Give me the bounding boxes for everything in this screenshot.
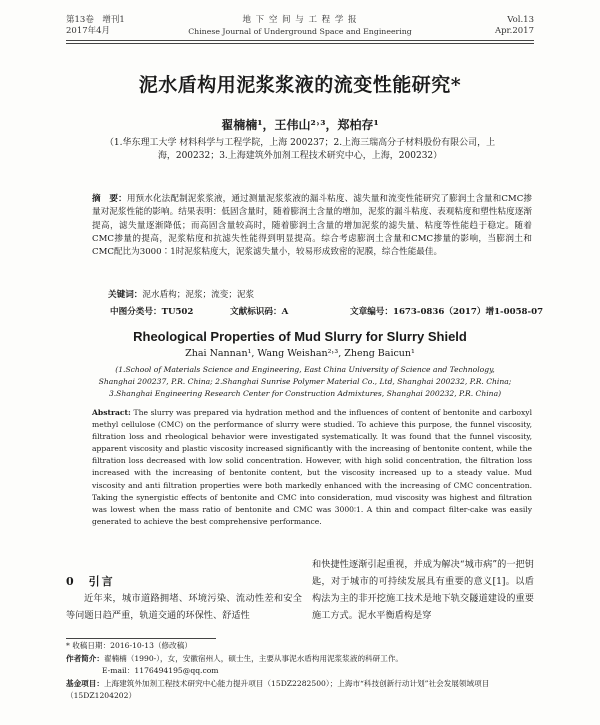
header-journal-cn: 地 下 空 间 与 工 程 学 报: [242, 15, 358, 25]
keywords-cn-label: 关键词：: [108, 290, 143, 300]
received-date: * 收稿日期：2016-10-13（修改稿）: [66, 641, 192, 650]
document-code: 文献标识码：A: [230, 307, 289, 317]
header-date-cn: 2017年4月: [66, 26, 111, 36]
header-date-en: Apr.2017: [494, 26, 534, 36]
authors-cn: 翟楠楠¹，王伟山²˒³，郑柏存¹: [221, 118, 379, 132]
author-bio-text: 翟楠楠（1990-），女，安徽宿州人，硕士生，主要从事泥水盾构用泥浆浆液的科研工作。: [103, 653, 404, 663]
keywords-cn-text: 泥水盾构；泥浆；流变；泥浆: [142, 290, 255, 300]
funding: [66, 678, 534, 703]
body-left-text: 近年来，城市道路拥堵、环境污染、流动性差和安全等问题日趋严重，轨道交通的环保性、舒适性: [66, 593, 302, 621]
section-heading: [66, 573, 115, 589]
paper-title-cn: 泥水盾构用泥浆浆液的流变性能研究*: [138, 74, 462, 96]
header-volume-en: Vol.13: [507, 15, 534, 25]
section-title: 引言: [88, 575, 115, 588]
clc-number: 中图分类号：TU502: [110, 307, 194, 317]
funding-label: 基金项目：: [66, 678, 104, 688]
header-volume-cn: 第13卷 增刊1: [66, 15, 125, 25]
header-rule: [66, 40, 534, 44]
abstract-cn-text: 用预水化法配制泥浆浆液，通过测量泥浆浆液的漏斗粘度、滤失量和流变性能研究了膨润土含量和CMC掺量对泥浆性能的影响。结果表明：低固含量时，随着膨润土含量的增加，泥浆的漏斗粘度、表观粘度和塑性粘度逐渐提高，滤失量逐渐降低；而高固含量较高时，随着膨润土含量的增加泥浆的滤失量、粘度等性能趋于稳定。随着CMC掺量的提高，泥浆粘度和抗滤失性能得到明显提高。综合考虑膨润土含量和CMC掺量的影响，当膨润土和CMC配比为3000∶1时泥浆粘度大，泥浆滤失量小，较易形成致密的泥膜，综合性能最佳。: [92, 194, 532, 258]
article-number: 文章编号：1673-0836（2017）增1-0058-07: [350, 307, 544, 317]
section-number: 0: [66, 575, 76, 588]
paper-title-en: Rheological Properties of Mud Slurry for Slurry Shield: [133, 329, 467, 344]
body-right-text: 和快捷性逐渐引起重视，并成为解决“城市病”的一把钥匙，对于城市的可持续发展具有重要的意义[1]。以盾构法为主的非开挖施工技术是地下轨交隧道建设的重要施工方式。泥水平衡盾构是穿: [312, 559, 534, 621]
authors-en: Zhai Nannan¹, Wang Weishan²˒³, Zheng Baicun¹: [185, 348, 415, 359]
abstract-en-label: Abstract:: [92, 408, 131, 417]
abstract-cn: [92, 193, 532, 259]
footnote-rule: [66, 638, 216, 639]
body-right-column: [312, 556, 534, 624]
header-journal-en: Chinese Journal of Underground Space and Engineering: [188, 27, 412, 36]
footnotes: [66, 640, 534, 703]
affiliations-cn: （1.华东理工大学 材料科学与工程学院，上海 200237；2.上海三瑞高分子材料股份有限公司，上海，200232；3.上海建筑外加剂工程技术研究中心，上海，200232）: [104, 138, 496, 161]
abstract-cn-label: 摘 要：: [92, 194, 127, 204]
author-email: E-mail：1176494195@qq.com: [102, 666, 219, 675]
author-bio-label: 作者简介：: [66, 653, 104, 663]
body-left-column: [66, 590, 302, 624]
affiliations-en: (1.School of Materials Science and Engineering, East China University of Science and Technology, Shanghai 200237, P.R. China; 2.Shanghai Sunrise Polymer Material Co., Ltd, Shanghai 200232, P.R. China; 3.Shanghai Engineering Research Center for Construction Admixtures, Shanghai 200232, P.R. China): [98, 365, 512, 398]
abstract-en-text: The slurry was prepared via hydration method and the influences of content of bentonite and carboxyl methyl cellulose (CMC) on the performance of slurry were studied. To achieve this purpose, the funnel viscosity, filtration loss and rheological behavior were investigated systematically. It was found that the funnel viscosity, apparent viscosity and plastic viscosity increased significantly with the increasing of bentonite content, while the filtration loss decreased with low solid concentration. However, with high solid concentration, the filtration loss increased with the increasing of bentonite content, but the viscosity increased up to a steady value. Mud viscosity and anti filtration properties were both markedly enhanced with the increasing of CMC concentration. Taking the synergistic effects of bentonite and CMC into consideration, mud viscosity was highest and filtration was lowest when the mass ratio of bentonite and CMC was 3000∶1. A thin and compact filter-cake was easily generated to achieve the best comprehensive performance.: [92, 408, 532, 526]
keywords-cn: [108, 289, 528, 301]
author-bio: [66, 653, 534, 666]
abstract-en: [92, 407, 532, 528]
funding-text: 上海建筑外加剂工程技术研究中心能力提升项目（15DZ2282500）；上海市“科技创新行动计划”社会发展领域项目（15DZ1204202）: [66, 678, 490, 700]
